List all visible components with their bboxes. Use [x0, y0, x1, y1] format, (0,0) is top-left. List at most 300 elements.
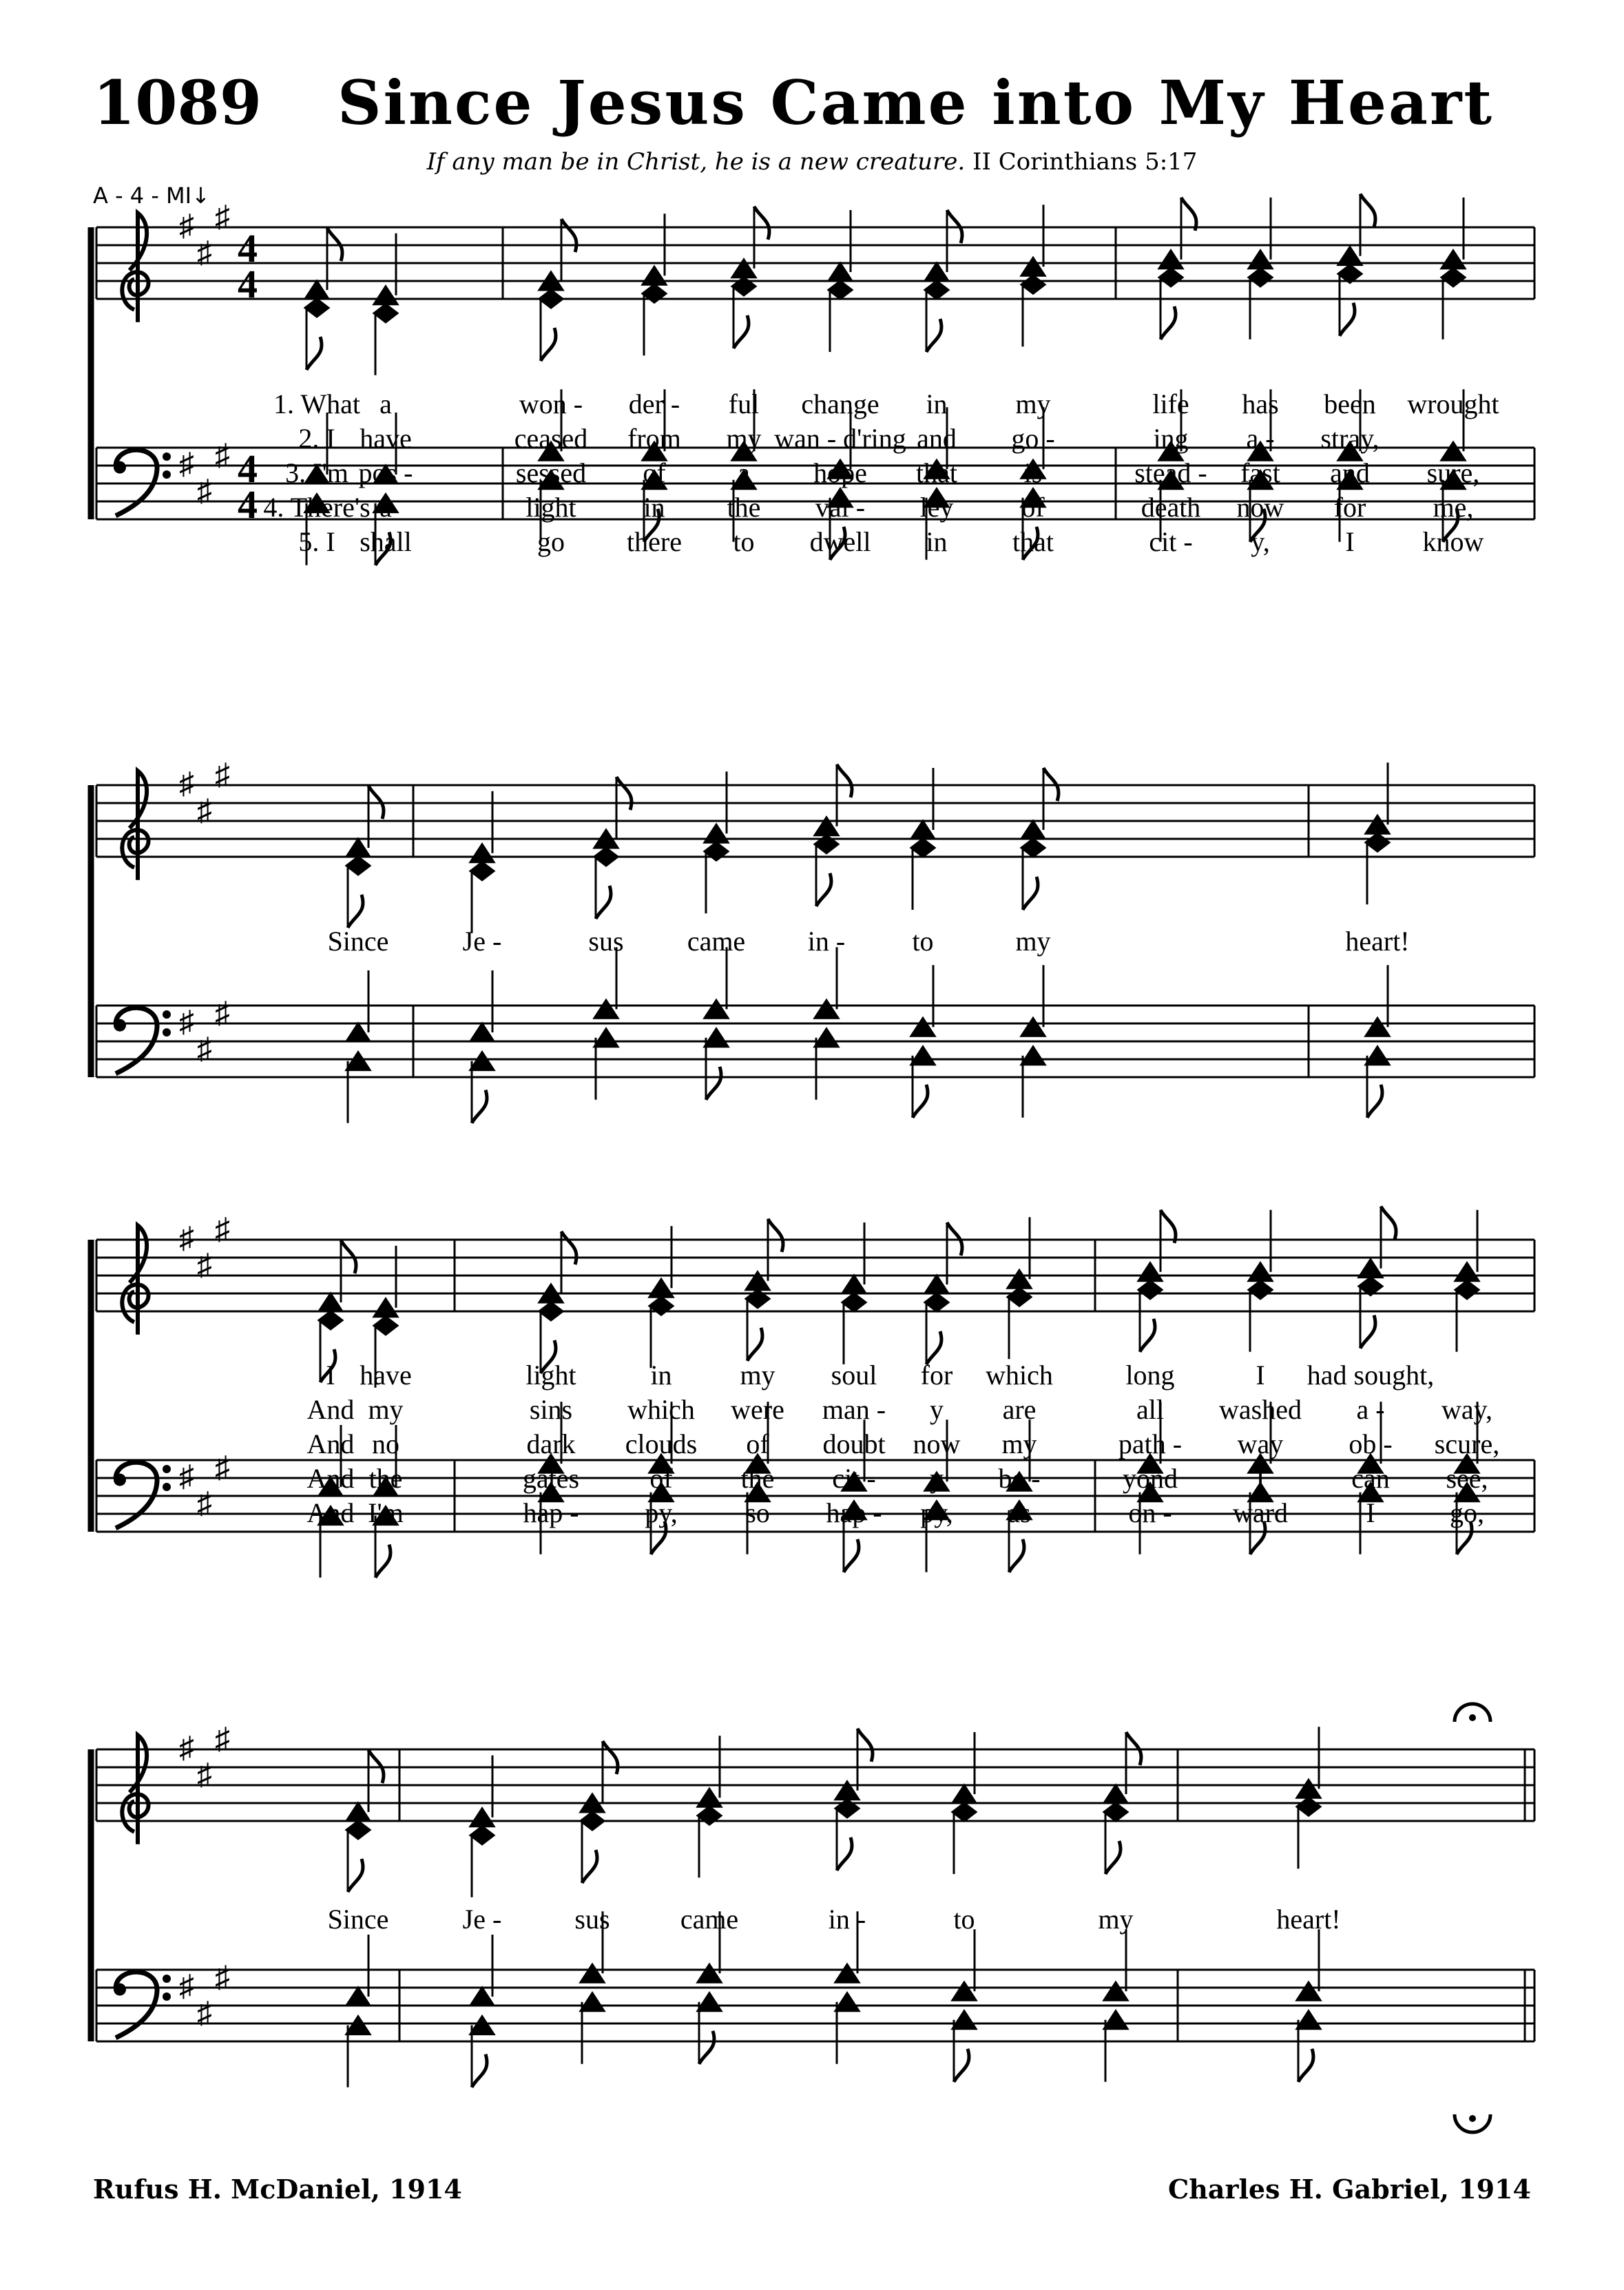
scripture-quote: If any man be in Christ, he is a new creature.: [426, 148, 966, 176]
lyric-syllable: Je -: [462, 1904, 502, 1935]
lyric-syllable: py,: [645, 1497, 678, 1528]
alto-note: [925, 281, 948, 299]
lyric-syllable: go -: [1011, 423, 1055, 454]
note-flag: [1181, 198, 1196, 231]
lyric-syllable: from: [627, 423, 681, 454]
soprano-note: [1104, 1785, 1127, 1803]
lyric-syllable: and: [917, 423, 957, 454]
note-flag: [1009, 1539, 1024, 1572]
hymn-title: Since Jesus Came into My Heart: [337, 67, 1495, 138]
lyric-syllable: light: [525, 492, 576, 523]
note-flag: [754, 207, 769, 240]
lyric-syllable: I'm: [368, 1497, 404, 1528]
alto-note: [470, 1826, 494, 1844]
sharp-icon: ♯: [215, 1960, 230, 1994]
note-flag: [596, 886, 611, 919]
bass-note: [1366, 1047, 1389, 1065]
sharp-icon: ♯: [197, 793, 212, 827]
soprano-note: [1366, 815, 1389, 833]
sharp-icon: ♯: [215, 996, 230, 1030]
alto-note: [539, 290, 563, 308]
lyric-syllable: no: [372, 1428, 399, 1459]
soprano-note: [1455, 1263, 1479, 1281]
lyric-syllable: 1. What: [273, 388, 360, 419]
lyric-syllable: of: [1021, 492, 1045, 523]
lyric-syllable: stead -: [1134, 457, 1207, 488]
lyric-syllable: my: [1015, 388, 1051, 419]
lyric-syllable: there: [627, 526, 682, 557]
time-signature-top: 4: [238, 226, 258, 271]
tenor-note: [1104, 1982, 1127, 2000]
sharp-icon: ♯: [215, 1450, 230, 1484]
bass-note: [1021, 1047, 1045, 1065]
alto-note: [1455, 1281, 1479, 1299]
lyric-syllable: of: [643, 457, 666, 488]
note-flag: [926, 319, 941, 352]
lyric-syllable: shall: [360, 526, 412, 557]
lyric-syllable: Since: [327, 926, 389, 957]
lyric-syllable: my: [1001, 1428, 1037, 1459]
alto-note: [842, 1293, 866, 1311]
bass-note: [835, 1993, 859, 2011]
lyric-syllable: sessed: [515, 457, 587, 488]
tenor-note: [705, 1000, 728, 1018]
sharp-icon: ♯: [215, 1722, 230, 1756]
lyric-syllable: Since: [327, 1904, 389, 1935]
lyric-syllable: gates: [522, 1463, 580, 1494]
alto-note: [1249, 269, 1272, 287]
sharp-icon: ♯: [179, 1731, 194, 1765]
note-flag: [561, 219, 576, 252]
sharp-icon: ♯: [215, 758, 230, 791]
note-flag: [541, 328, 556, 361]
alto-note: [1366, 833, 1389, 851]
bass-note: [1297, 2011, 1320, 2029]
sharp-icon: ♯: [197, 236, 212, 269]
note-flag: [472, 2054, 487, 2088]
note-flag: [733, 315, 749, 348]
soprano-note: [705, 824, 728, 842]
lyric-syllable: I: [1366, 1497, 1375, 1528]
sharp-icon: ♯: [197, 1758, 212, 1791]
lyric-syllable: stray,: [1320, 423, 1380, 454]
note-flag: [837, 1838, 852, 1871]
note-flag: [1023, 877, 1038, 910]
lyric-syllable: sure,: [1426, 457, 1480, 488]
note-flag: [954, 2049, 969, 2082]
lyric-syllable: wan - d'ring: [774, 423, 906, 454]
alto-note: [1159, 269, 1183, 287]
lyric-syllable: me,: [1433, 492, 1474, 523]
soprano-note: [1249, 251, 1272, 269]
lyric-syllable: in: [926, 388, 948, 419]
sharp-icon: ♯: [197, 1486, 212, 1520]
alto-note: [1249, 1281, 1272, 1299]
tenor-note: [815, 1000, 838, 1018]
alto-note: [374, 1317, 397, 1335]
sharp-icon: ♯: [179, 447, 194, 481]
fermata-dot: [1469, 1714, 1476, 1721]
sharp-icon: ♯: [179, 1221, 194, 1255]
lyric-syllable: a: [379, 492, 392, 523]
bass-note: [594, 1029, 618, 1047]
lyric-syllable: my: [368, 1394, 404, 1425]
soprano-note: [925, 1276, 948, 1293]
lyric-syllable: y,: [1251, 526, 1270, 557]
alto-note: [305, 299, 329, 317]
time-signature-bottom: 4: [238, 262, 258, 306]
soprano-note: [1297, 1780, 1320, 1798]
lyric-syllable: ward: [1233, 1497, 1288, 1528]
note-flag: [706, 1067, 721, 1100]
lyric-syllable: wrought: [1407, 388, 1499, 419]
lyric-syllable: And: [306, 1428, 355, 1459]
fermata-dot: [1469, 2115, 1476, 2122]
soprano-note: [374, 287, 397, 304]
treble-staff: [96, 1212, 1534, 1335]
note-flag: [582, 1850, 597, 1883]
lyric-syllable: to: [912, 926, 934, 957]
soprano-note: [925, 263, 948, 281]
alto-note: [539, 1302, 563, 1320]
lyric-syllable: came: [687, 926, 746, 957]
lyric-syllable: Je -: [462, 926, 502, 957]
bass-clef-dot: [163, 1028, 171, 1037]
lyric-syllable: now: [1236, 492, 1284, 523]
lyric-syllable: the: [740, 1463, 775, 1494]
lyric-syllable: for: [1333, 492, 1366, 523]
note-flag: [1381, 1207, 1396, 1240]
soprano-note: [842, 1276, 866, 1293]
lyric-syllable: a: [379, 388, 392, 419]
bass-note: [581, 1993, 604, 2011]
tenor-note: [698, 1964, 721, 1982]
alto-note: [319, 1311, 342, 1329]
note-flag: [1360, 1315, 1375, 1349]
lyric-syllable: ob -: [1349, 1428, 1393, 1459]
bass-clef-dot: [114, 1984, 126, 1996]
time-signature-top: 4: [238, 446, 258, 491]
bass-note: [952, 2011, 976, 2029]
soprano-note: [829, 263, 852, 281]
soprano-note: [346, 1803, 370, 1821]
lyric-syllable: 4. There's: [263, 492, 371, 523]
sharp-icon: ♯: [179, 767, 194, 800]
lyric-syllable: sins: [529, 1394, 573, 1425]
lyric-syllable: I: [1345, 526, 1355, 557]
alto-note: [952, 1803, 976, 1821]
lyric-syllable: so: [745, 1497, 770, 1528]
alto-note: [346, 1821, 370, 1839]
bass-clef-dot: [163, 470, 171, 479]
note-flag: [1160, 1210, 1176, 1243]
lyric-syllable: fast: [1240, 457, 1280, 488]
note-flag: [603, 1741, 618, 1774]
lyric-syllable: a: [738, 457, 750, 488]
note-flag: [1367, 1085, 1382, 1118]
lyric-syllable: see,: [1446, 1463, 1488, 1494]
bass-clef-dot: [163, 1483, 171, 1491]
note-flag: [1298, 2049, 1313, 2082]
composer-credit: Charles H. Gabriel, 1914: [1167, 2174, 1531, 2205]
treble-clef-icon: [122, 1735, 148, 1844]
lyric-syllable: a -: [1356, 1394, 1385, 1425]
lyric-syllable: death: [1141, 492, 1201, 523]
lyric-syllable: all: [1136, 1394, 1164, 1425]
note-flag: [472, 1090, 487, 1123]
tenor-note: [835, 1964, 859, 1982]
lyric-syllable: pos -: [358, 457, 413, 488]
sharp-icon: ♯: [197, 474, 212, 508]
sharp-icon: ♯: [215, 1212, 230, 1246]
author-credit: Rufus H. McDaniel, 1914: [93, 2174, 462, 2205]
lyric-syllable: life: [1152, 388, 1189, 419]
lyric-syllable: cit -: [832, 1463, 876, 1494]
sharp-icon: ♯: [215, 200, 230, 233]
alto-note: [581, 1812, 604, 1830]
bass-clef-dot: [163, 1010, 171, 1019]
lyric-syllable: long: [1125, 1360, 1175, 1391]
lyric-syllable: has: [1242, 388, 1279, 419]
lyric-syllable: And: [306, 1394, 355, 1425]
lyric-syllable: been: [1324, 388, 1376, 419]
soprano-note: [1338, 247, 1362, 265]
lyric-syllable: are: [1002, 1394, 1037, 1425]
treble-clef-icon: [122, 213, 148, 322]
lyric-syllable: which: [986, 1360, 1053, 1391]
note-flag: [837, 764, 852, 798]
lyric-syllable: go,: [1450, 1497, 1484, 1528]
soprano-note: [1021, 821, 1045, 839]
lyric-syllable: soul: [831, 1360, 877, 1391]
note-flag: [1140, 1319, 1155, 1352]
bass-note: [911, 1047, 935, 1065]
lyric-syllable: my: [1098, 1904, 1134, 1935]
lyric-syllable: hap -: [523, 1497, 579, 1528]
lyric-syllable: have: [360, 423, 412, 454]
lyric-syllable: hap -: [826, 1497, 882, 1528]
treble-clef-icon: [122, 771, 148, 880]
note-flag: [816, 873, 831, 906]
lyric-syllable: man -: [822, 1394, 886, 1425]
alto-note: [1021, 275, 1045, 293]
soprano-note: [643, 267, 666, 284]
note-flag: [616, 777, 632, 810]
sharp-icon: ♯: [197, 1996, 212, 2030]
lyric-syllable: on -: [1128, 1497, 1172, 1528]
lyric-syllable: And: [306, 1463, 355, 1494]
bass-note: [815, 1029, 838, 1047]
alto-note: [374, 304, 397, 322]
alto-note: [1008, 1288, 1031, 1306]
soprano-note: [649, 1279, 673, 1297]
note-flag: [1160, 306, 1176, 340]
soprano-note: [1441, 251, 1465, 269]
lyric-syllable: doubt: [822, 1428, 886, 1459]
lyric-syllable: I: [326, 1360, 335, 1391]
soprano-note: [1021, 258, 1045, 275]
soprano-note: [346, 839, 370, 857]
soprano-note: [698, 1789, 721, 1807]
alto-note: [1138, 1281, 1162, 1299]
lyric-syllable: washed: [1219, 1394, 1302, 1425]
lyric-syllable: ing: [1153, 423, 1189, 454]
note-flag: [561, 1231, 576, 1264]
lyric-syllable: a -: [1246, 423, 1275, 454]
tenor-note: [346, 1023, 370, 1041]
lyric-syllable: can: [1351, 1463, 1390, 1494]
bass-note: [470, 2017, 494, 2034]
lyric-syllable: ful: [728, 388, 760, 419]
lyric-syllable: cit -: [1149, 526, 1193, 557]
lyric-syllable: hope: [813, 457, 867, 488]
alto-note: [1441, 269, 1465, 287]
lyric-syllable: change: [801, 388, 879, 419]
note-flag: [768, 1219, 783, 1252]
soprano-note: [1159, 251, 1183, 269]
soprano-note: [319, 1293, 342, 1311]
lyric-syllable: the: [368, 1463, 403, 1494]
lyric-syllable: know: [1422, 526, 1484, 557]
lyric-syllable: y: [930, 1394, 944, 1425]
sharp-icon: ♯: [179, 1459, 194, 1493]
bass-note: [1104, 2011, 1127, 2029]
lyric-syllable: go: [537, 526, 565, 557]
tenor-note: [470, 1023, 494, 1041]
hymn-number: 1089: [93, 67, 262, 138]
lyric-syllable: were: [731, 1394, 784, 1425]
soprano-note: [1008, 1270, 1031, 1288]
lyric-syllable: in: [643, 492, 665, 523]
lyric-syllable: light: [525, 1360, 576, 1391]
tenor-note: [581, 1964, 604, 1982]
lyric-syllable: And: [306, 1497, 355, 1528]
lyric-syllable: way: [1237, 1428, 1284, 1459]
tenor-note: [1021, 1018, 1045, 1036]
lyric-syllable: to: [953, 1904, 975, 1935]
lyric-syllable: way,: [1441, 1394, 1493, 1425]
lyric-syllable: dark: [526, 1428, 576, 1459]
tenor-note: [911, 1018, 935, 1036]
lyric-syllable: won -: [519, 388, 583, 419]
lyric-syllable: 3. I'm: [285, 457, 348, 488]
lyric-syllable: in: [650, 1360, 672, 1391]
alto-note: [829, 281, 852, 299]
lyric-syllable: have: [360, 1360, 412, 1391]
lyric-syllable: clouds: [625, 1428, 698, 1459]
soprano-note: [470, 844, 494, 862]
soprano-note: [305, 281, 329, 299]
note-flag: [348, 895, 363, 928]
lyric-syllable: and: [1330, 457, 1370, 488]
lyric-syllable: der -: [628, 388, 680, 419]
sharp-icon: ♯: [215, 438, 230, 472]
note-flag: [1340, 303, 1355, 336]
treble-clef-icon: [122, 1225, 148, 1335]
lyric-syllable: as: [1008, 1497, 1031, 1528]
bass-note: [346, 1052, 370, 1070]
lyric-syllable: ceased: [514, 423, 588, 454]
scripture-citation: II Corinthians 5:17: [972, 148, 1198, 176]
soprano-note: [470, 1809, 494, 1826]
bass-clef-dot: [163, 1975, 171, 1983]
note-flag: [747, 1328, 762, 1361]
bass-note: [698, 1993, 721, 2011]
note-flag: [844, 1539, 859, 1572]
bass-clef-dot: [114, 1474, 126, 1486]
alto-note: [346, 857, 370, 875]
note-flag: [699, 2031, 714, 2064]
sharp-icon: ♯: [197, 1032, 212, 1065]
alto-note: [594, 848, 618, 866]
alto-note: [925, 1293, 948, 1311]
sharp-icon: ♯: [197, 1248, 212, 1282]
alto-note: [1297, 1798, 1320, 1815]
tune-code: A - 4 - MI↓: [93, 183, 210, 209]
lyric-syllable: that: [916, 457, 957, 488]
lyric-syllable: 5. I: [298, 526, 335, 557]
sharp-icon: ♯: [179, 209, 194, 242]
note-flag: [913, 1085, 928, 1118]
lyric-syllable: in: [926, 526, 948, 557]
sharp-icon: ♯: [179, 1969, 194, 2003]
alto-note: [911, 839, 935, 857]
note-flag: [348, 1859, 363, 1892]
lyric-syllable: I: [1256, 1463, 1265, 1494]
soprano-note: [1138, 1263, 1162, 1281]
lyric-syllable: heart!: [1345, 926, 1410, 957]
note-flag: [1105, 1841, 1121, 1874]
lyric-syllable: for: [920, 1360, 953, 1391]
soprano-note: [374, 1299, 397, 1317]
note-flag: [857, 1729, 873, 1762]
lyric-syllable: had sought,: [1307, 1360, 1435, 1391]
lyric-syllable: dwell: [809, 526, 871, 557]
bass-clef-dot: [163, 1992, 171, 2001]
lyric-syllable: my: [726, 423, 762, 454]
bass-clef-dot: [163, 1465, 171, 1473]
lyric-syllable: yond: [1123, 1463, 1178, 1494]
lyric-syllable: path -: [1118, 1428, 1183, 1459]
lyric-syllable: which: [627, 1394, 695, 1425]
bass-note: [470, 1052, 494, 1070]
lyric-syllable: to: [733, 526, 755, 557]
time-signature-bottom: 4: [238, 482, 258, 527]
lyric-syllable: sus: [574, 1904, 610, 1935]
soprano-note: [1359, 1260, 1382, 1278]
lyric-syllable: is: [1023, 457, 1043, 488]
lyric-syllable: of: [746, 1428, 769, 1459]
tenor-note: [952, 1982, 976, 2000]
lyric-syllable: val -: [815, 492, 866, 523]
sharp-icon: ♯: [179, 1005, 194, 1039]
lyric-syllable: in -: [807, 926, 846, 957]
lyric-syllable: came: [680, 1904, 739, 1935]
lyric-syllable: the: [727, 492, 761, 523]
lyric-syllable: ley: [919, 492, 954, 523]
lyric-syllable: that: [1012, 526, 1054, 557]
lyric-syllable: heart!: [1276, 1904, 1341, 1935]
bass-note: [705, 1029, 728, 1047]
tenor-note: [346, 1988, 370, 2006]
lyric-syllable: py,: [920, 1497, 953, 1528]
tenor-note: [1297, 1982, 1320, 2000]
alto-note: [1104, 1803, 1127, 1821]
bass-clef-dot: [163, 452, 171, 461]
lyric-syllable: my: [740, 1360, 775, 1391]
note-flag: [1360, 194, 1375, 227]
lyric-syllable: sus: [588, 926, 624, 957]
